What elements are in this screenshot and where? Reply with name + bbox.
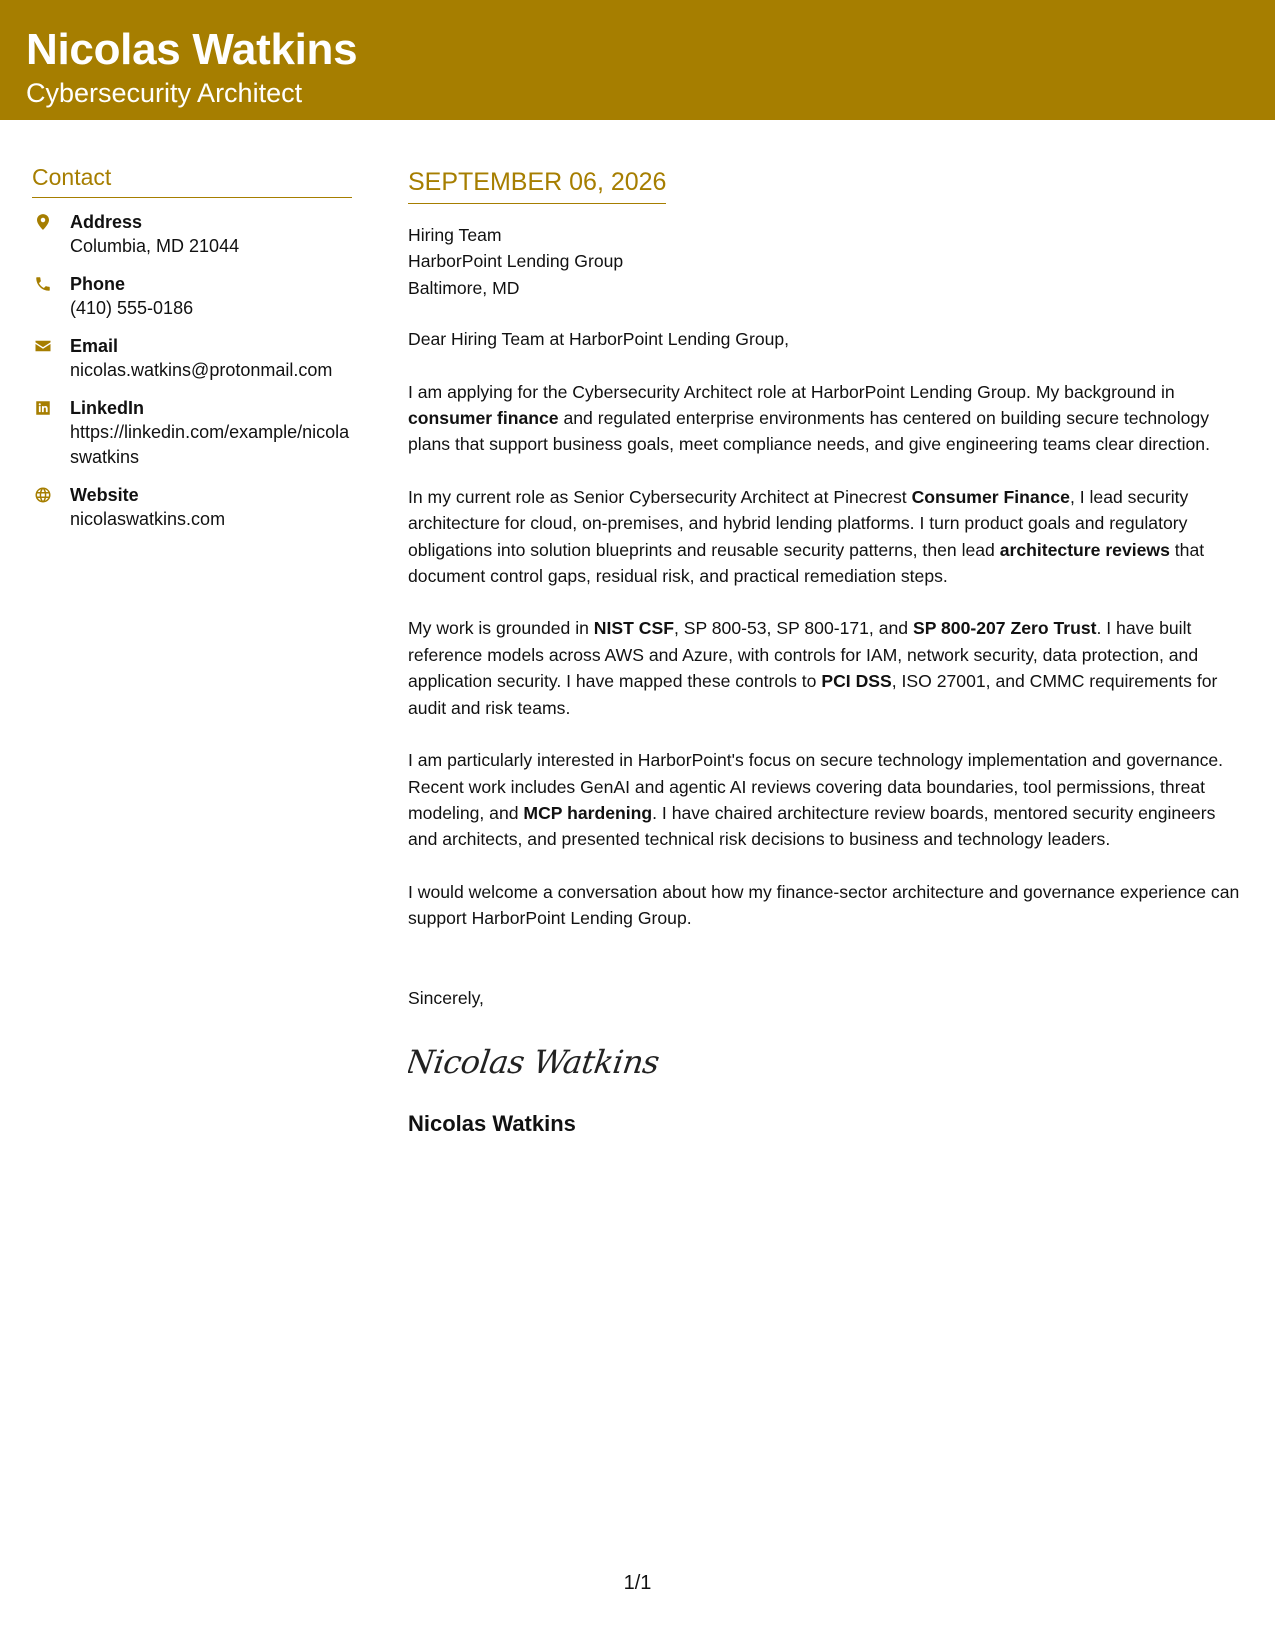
- emphasis-text: architecture reviews: [999, 539, 1170, 560]
- emphasis-text: PCI DSS: [821, 671, 892, 692]
- linkedin-link[interactable]: https://linkedin.com/example/nicolaswatkins: [70, 422, 350, 467]
- paragraph-text: I would welcome a conversation about how my finance-sector architecture and governance experience can support HarborPoint Lending Group.: [408, 881, 1240, 929]
- letter-paragraph: [408, 615, 1248, 721]
- recipient-line: Baltimore, MD: [408, 277, 520, 298]
- letter-paragraph: [408, 484, 1248, 590]
- letter-closing: Sincerely,: [408, 987, 484, 1008]
- paragraph-text: , ISO 27001, and CMMC requirements for audit and risk teams.: [408, 671, 1218, 718]
- contact-label: Address: [70, 212, 143, 232]
- paragraph-text: and regulated enterprise environments has centered on building secure technology plans that support business goals, meet compliance needs, and give engineering teams clear direction.: [408, 408, 1210, 455]
- website-link[interactable]: nicolaswatkins.com: [70, 509, 226, 529]
- header-banner: [0, 0, 1275, 120]
- contact-phone: [32, 272, 352, 321]
- letter-paragraph: [408, 379, 1248, 458]
- contact-label: Email: [70, 336, 119, 356]
- contact-sidebar: [32, 163, 352, 545]
- signed-name: Nicolas Watkins: [408, 1110, 576, 1136]
- signature-image: [408, 1037, 668, 1087]
- contact-address: [32, 210, 352, 259]
- paragraph-text: , SP 800-53, SP 800-171, and: [673, 618, 913, 639]
- map-pin-icon: [32, 211, 54, 233]
- letter-paragraph: [408, 879, 1248, 932]
- paragraph-text: I am applying for the Cybersecurity Architect role at HarborPoint Lending Group. My background in: [408, 381, 1175, 402]
- page-number: 1/1: [623, 1572, 652, 1594]
- phone-icon: [32, 273, 54, 295]
- svg-text:Nicolas Watkins: Nicolas Watkins: [408, 1043, 662, 1081]
- contact-website: [32, 483, 352, 532]
- letter-paragraph: [408, 747, 1248, 853]
- letter-body: [408, 166, 1248, 1139]
- emphasis-text: SP 800-207 Zero Trust: [912, 618, 1097, 639]
- emphasis-text: Consumer Finance: [911, 486, 1070, 507]
- applicant-name: Nicolas Watkins: [26, 25, 358, 74]
- contact-label: Phone: [70, 274, 126, 294]
- contact-list: [32, 210, 352, 532]
- envelope-icon: [32, 335, 54, 357]
- contact-section-title: Contact: [32, 163, 352, 198]
- paragraph-text: . I have chaired architecture review boards, mentored security engineers and architects, and presented technical risk decisions to business and technology leaders.: [408, 802, 1216, 850]
- contact-email: [32, 334, 352, 383]
- paragraph-text: My work is grounded in: [408, 618, 594, 639]
- recipient-line: Hiring Team: [408, 225, 502, 245]
- letter-date: SEPTEMBER 06, 2026: [408, 166, 666, 204]
- letter-greeting: Dear Hiring Team at HarborPoint Lending Group,: [408, 329, 790, 350]
- contact-value: (410) 555-0186: [70, 298, 194, 318]
- linkedin-icon: [32, 397, 54, 419]
- contact-linkedin: [32, 396, 352, 470]
- paragraph-text: In my current role as Senior Cybersecurity Architect at Pinecrest: [408, 486, 912, 507]
- recipient-line: HarborPoint Lending Group: [408, 251, 624, 272]
- contact-label: Website: [70, 485, 139, 505]
- emphasis-text: consumer finance: [408, 408, 559, 429]
- email-link[interactable]: nicolas.watkins@protonmail.com: [70, 360, 333, 380]
- recipient-block: [408, 222, 1248, 301]
- paragraph-text: I am particularly interested in HarborPoint's focus on secure technology implementation and governance. Recent work includes GenAI and agentic AI reviews covering data boundaries, tool permissions, threat modeling, and: [408, 750, 1224, 823]
- emphasis-text: MCP hardening: [523, 802, 653, 823]
- paragraph-text: . I have built reference models across AWS and Azure, with controls for IAM, network security, data protection, and application security. I have mapped these controls to: [408, 618, 1199, 692]
- contact-label: LinkedIn: [70, 398, 145, 418]
- emphasis-text: NIST CSF: [593, 618, 674, 639]
- paragraph-text: , I lead security architecture for cloud, on-premises, and hybrid lending platforms. I turn product goals and regulatory obligations into solution blueprints and reusable security patterns, then lead: [408, 486, 1189, 560]
- signature: [408, 1037, 708, 1089]
- letter-paragraphs: [408, 379, 1248, 932]
- globe-icon: [32, 484, 54, 506]
- paragraph-text: that document control gaps, residual risk, and practical remediation steps.: [408, 539, 1205, 587]
- applicant-role: Cybersecurity Architect: [26, 78, 303, 108]
- contact-value: Columbia, MD 21044: [70, 236, 240, 256]
